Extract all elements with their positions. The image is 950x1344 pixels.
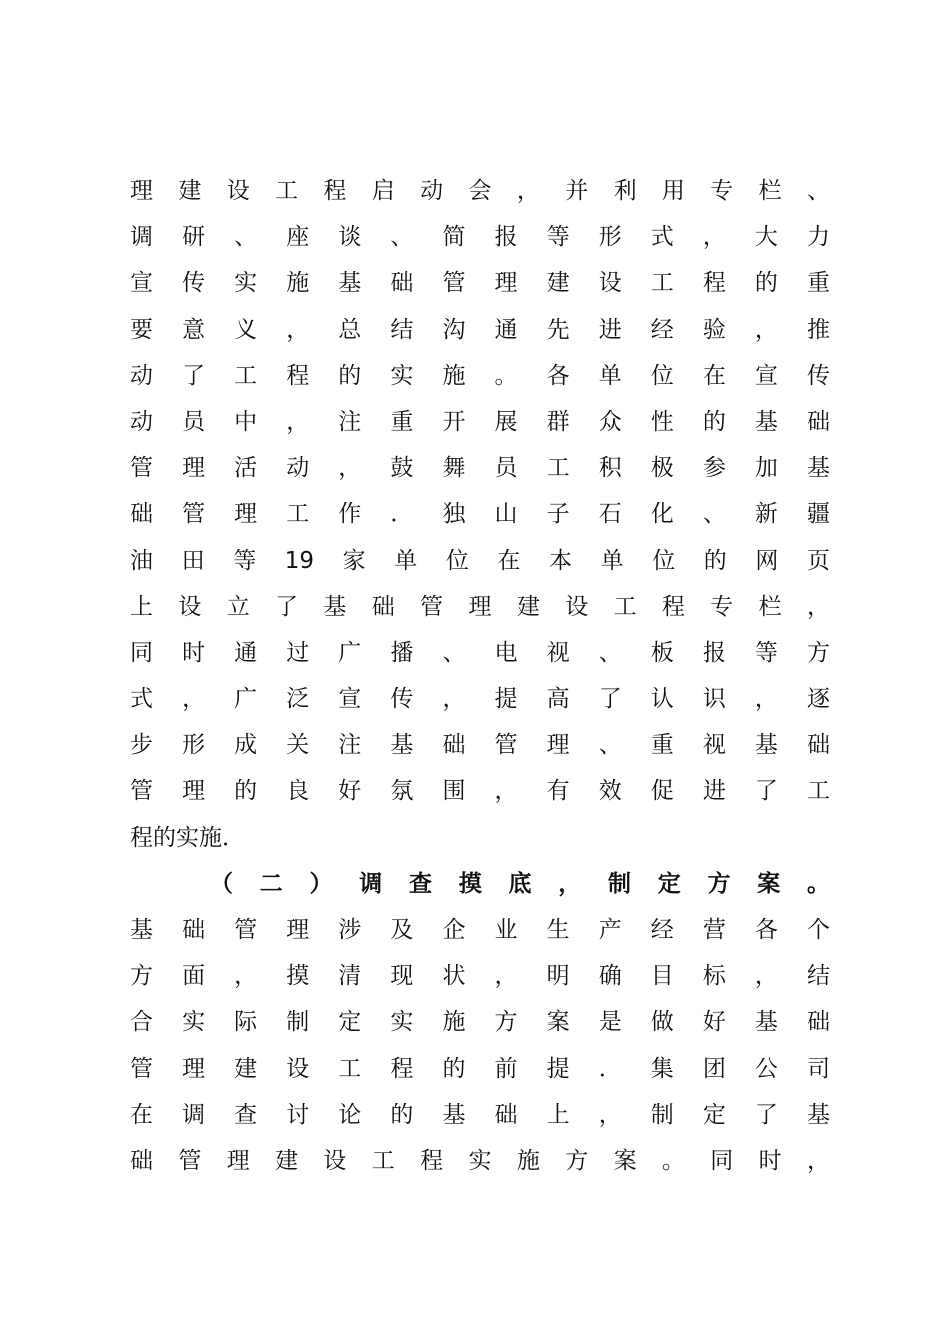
text-line: 方面，摸清现状，明确目标，结 <box>130 963 830 990</box>
section-heading: （二）调查摸底，制定方案。 <box>210 870 830 897</box>
text-line: 础管理工作．独山子石化、新疆 <box>130 501 830 528</box>
text-line: 动了工程的实施。各单位在宣传 <box>130 362 830 389</box>
text-line: 管理的良好氛围，有效促进了工 <box>130 778 830 805</box>
text-line: 管理建设工程的前提．集团公司 <box>130 1055 830 1082</box>
text-line: 管理活动，鼓舞员工积极参加基 <box>130 455 830 482</box>
document-body <box>130 168 830 1184</box>
text-line: 调研、座谈、简报等形式，大力 <box>130 224 830 251</box>
text-line: 步形成关注基础管理、重视基础 <box>130 732 830 759</box>
text-line: 基础管理涉及企业生产经营各个 <box>130 917 830 943</box>
text-line: 程的实施． <box>130 824 245 851</box>
text-line: 同时通过广播、电视、板报等方 <box>130 639 830 666</box>
text-line: 理建设工程启动会，并利用专栏、 <box>130 178 830 204</box>
text-line: 式，广泛宣传，提高了认识，逐 <box>130 686 830 713</box>
text-line: 要意义，总结沟通先进经验，推 <box>130 316 830 343</box>
text-line: 上设立了基础管理建设工程专栏， <box>130 593 830 620</box>
text-line: 础管理建设工程实施方案。同时， <box>130 1147 830 1174</box>
text-line: 在调查讨论的基础上，制定了基 <box>130 1101 830 1128</box>
text-line: 油田等19家单位在本单位的网页 <box>130 547 830 574</box>
text-line: 合实际制定实施方案是做好基础 <box>130 1009 830 1036</box>
text-line: 动员中，注重开展群众性的基础 <box>130 408 830 435</box>
text-line: 宣传实施基础管理建设工程的重 <box>130 270 830 297</box>
